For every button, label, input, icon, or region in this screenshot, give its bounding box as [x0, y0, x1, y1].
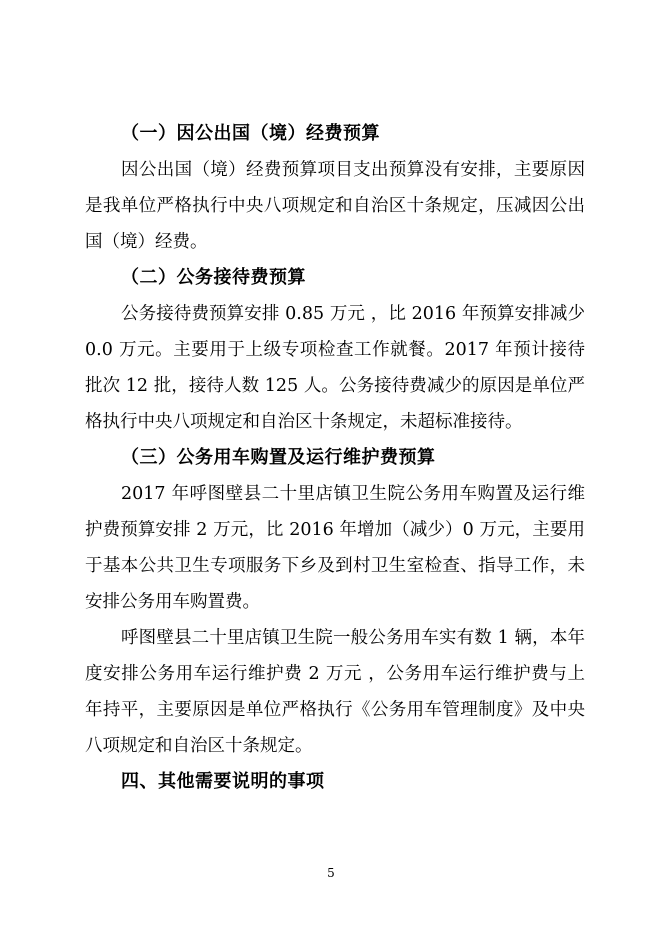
paragraph-reception: 公务接待费预算安排 0.85 万元 ，比 2016 年预算安排减少 0.0 万元。主要用于上级专项检查工作就餐。2017 年预计接待批次 12 批，接待人数 125 人。公务接待费减少的原因是单位严格执行中央八项规定和自治区十条规定，未超标准接待。 [85, 304, 585, 432]
paragraph-vehicle-operation: 呼图壁县二十里店镇卫生院一般公务用车实有数 1 辆，本年度安排公务用车运行维护费 2 万元 ，公务用车运行维护费与上年持平，主要原因是单位严格执行《公务用车管理制度》及中央八项规定和自治区十条规定。 [85, 628, 585, 756]
paragraph-vehicle-budget: 2017 年呼图壁县二十里店镇卫生院公务用车购置及运行维护费预算安排 2 万元，比 2016 年增加（减少）0 万元，主要用于基本公共卫生专项服务下乡及到村卫生室检查、指导工作，未安排公务用车购置费。 [85, 484, 585, 612]
section-heading-vehicle: （三）公务用车购置及运行维护费预算 [121, 447, 436, 468]
section-heading-reception: （二）公务接待费预算 [121, 267, 306, 288]
page-number: 5 [327, 866, 335, 880]
section-heading-other-matters: 四、其他需要说明的事项 [121, 771, 325, 792]
document-body [85, 116, 585, 800]
paragraph-outbound-travel: 因公出国（境）经费预算项目支出预算没有安排，主要原因是我单位严格执行中央八项规定和自治区十条规定，压减因公出国（境）经费。 [85, 160, 585, 252]
section-heading-outbound-travel: （一）因公出国（境）经费预算 [121, 123, 380, 144]
